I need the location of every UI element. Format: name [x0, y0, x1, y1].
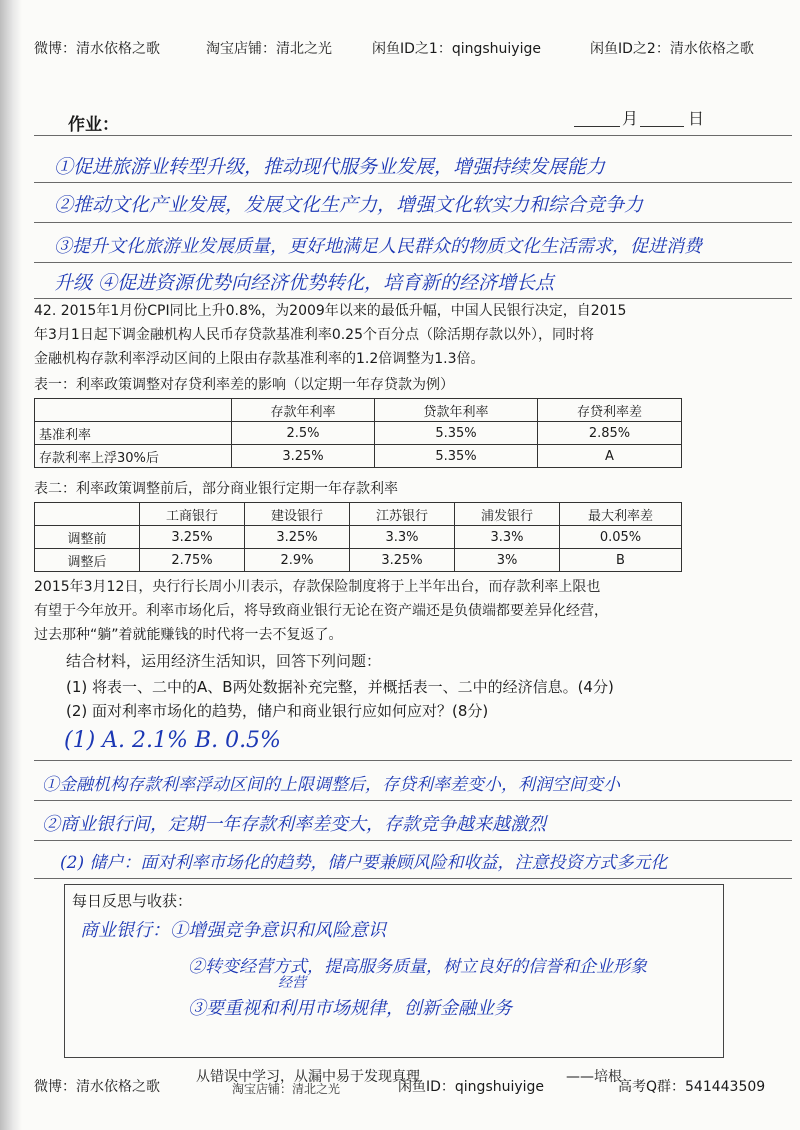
table-header: 存款年利率: [232, 399, 375, 422]
handwritten-line-1: ①促进旅游业转型升级，推动现代服务业发展，增强持续发展能力: [54, 156, 606, 178]
table-cell: 0.05%: [560, 526, 682, 549]
rule-line: [34, 800, 792, 801]
paragraph-line-1: 2015年3月12日，央行行长周小川表示，存款保险制度将于上半年出台，而存款利率上限也: [34, 579, 601, 595]
table-cell: 3.25%: [140, 526, 245, 549]
footer-taobao: 淘宝店铺：清北之光: [232, 1082, 341, 1096]
table-cell: 3%: [455, 549, 560, 572]
table-cell: 2.85%: [538, 422, 682, 445]
paragraph-line-3: 过去那种“躺”着就能赚钱的时代将一去不复返了。: [34, 627, 343, 643]
rule-line: [34, 262, 792, 263]
rule-line: [34, 222, 792, 223]
footer-signoff: ——培根: [566, 1069, 622, 1085]
table-cell: 3.25%: [232, 445, 375, 468]
answer-line-2: ①金融机构存款利率浮动区间的上限调整后，存贷利率差变小，利润空间变小: [42, 775, 620, 795]
table-header: 最大利率差: [560, 503, 682, 526]
date-day-label: 日: [688, 109, 705, 128]
reflection-title: 每日反思与收获：: [72, 892, 193, 910]
reflection-line-3: ③要重视和利用市场规律，创新金融业务: [188, 998, 512, 1019]
header-weibo: 微博：清水依格之歌: [34, 41, 160, 57]
table-cell: 3.25%: [245, 526, 350, 549]
table-row: [35, 445, 682, 468]
rule-line: [34, 878, 792, 879]
table-cell: B: [560, 549, 682, 572]
table-row: [35, 422, 682, 445]
table-cell: 3.3%: [350, 526, 455, 549]
table-header: 江苏银行: [350, 503, 455, 526]
footer-weibo: 微博：清水依格之歌: [34, 1079, 160, 1095]
table-cell: 存款利率上浮30%后: [35, 445, 232, 468]
rule-line: [34, 135, 792, 136]
reflection-line-1: 商业银行：①增强竞争意识和风险意识: [80, 920, 386, 941]
table-header: 浦发银行: [455, 503, 560, 526]
homework-label: 作业：: [68, 115, 119, 135]
instruction: 结合材料，运用经济生活知识，回答下列问题：: [66, 652, 382, 670]
header-xianyu-2: 闲鱼ID之2：清水依格之歌: [590, 41, 754, 57]
table-cell: [35, 503, 140, 526]
table-cell: 2.9%: [245, 549, 350, 572]
answer-line-1: (1) A. 2.1% B. 0.5%: [64, 728, 281, 753]
answer-line-3: ②商业银行间，定期一年存款利率差变大，存款竞争越来越激烈: [42, 814, 546, 835]
table1: [34, 398, 682, 468]
reflection-inserted-word: 经营: [278, 975, 306, 991]
header-taobao: 淘宝店铺：清北之光: [206, 41, 332, 57]
table-row: [35, 503, 682, 526]
table-row: [35, 399, 682, 422]
header-xianyu-1: 闲鱼ID之1：qingshuiyige: [372, 41, 541, 57]
rule-line: [34, 760, 792, 761]
handwritten-line-4: 升级 ④促进资源优势向经济优势转化，培育新的经济增长点: [54, 272, 555, 294]
footer-motto: 从错误中学习，从漏中易于发现真理: [196, 1069, 420, 1085]
table-cell: A: [538, 445, 682, 468]
date-month-blank: [574, 126, 620, 127]
binding-shadow: [0, 0, 22, 1130]
rule-line: [34, 840, 792, 841]
table-cell: 5.35%: [375, 445, 538, 468]
question-line-1: 42. 2015年1月份CPI同比上升0.8%，为2009年以来的最低升幅，中国人民银行决定，自2015: [34, 303, 627, 319]
table1-title: 表一：利率政策调整对存贷利率差的影响（以定期一年存贷款为例）: [34, 377, 454, 393]
table-row: [35, 549, 682, 572]
table-cell: [35, 399, 232, 422]
table-header: 存贷利率差: [538, 399, 682, 422]
table-cell: 调整前: [35, 526, 140, 549]
table2-title: 表二：利率政策调整前后，部分商业银行定期一年存款利率: [34, 481, 398, 497]
date-month-label: 月: [622, 109, 639, 128]
table-cell: 2.5%: [232, 422, 375, 445]
table2: [34, 502, 682, 572]
table-cell: 5.35%: [375, 422, 538, 445]
reflection-line-2: ②转变经营方式，提高服务质量，树立良好的信誉和企业形象: [188, 957, 647, 977]
rule-line: [34, 298, 792, 299]
table-header: 工商银行: [140, 503, 245, 526]
paragraph-line-2: 有望于今年放开。利率市场化后，将导致商业银行无论在资产端还是负债端都要差异化经营，: [34, 603, 608, 619]
rule-line: [34, 182, 792, 183]
table-header: 贷款年利率: [375, 399, 538, 422]
question-line-2: 年3月1日起下调金融机构人民币存贷款基准利率0.25个百分点（除活期存款以外），同时将: [34, 327, 594, 343]
date-day-blank: [640, 126, 684, 127]
table-cell: 调整后: [35, 549, 140, 572]
table-header: 建设银行: [245, 503, 350, 526]
question-line-3: 金融机构存款利率浮动区间的上限由存款基准利率的1.2倍调整为1.3倍。: [34, 351, 485, 367]
table-row: [35, 526, 682, 549]
answer-line-4: (2) 储户：面对利率市场化的趋势，储户要兼顾风险和收益，注意投资方式多元化: [60, 853, 668, 873]
table-cell: 基准利率: [35, 422, 232, 445]
table-cell: 2.75%: [140, 549, 245, 572]
table-cell: 3.3%: [455, 526, 560, 549]
subquestion-1: (1) 将表一、二中的A、B两处数据补充完整，并概括表一、二中的经济信息。(4分): [66, 678, 614, 696]
handwritten-line-2: ②推动文化产业发展，发展文化生产力，增强文化软实力和综合竞争力: [54, 194, 644, 216]
footer-xianyu: 闲鱼ID：qingshuiyige: [398, 1079, 545, 1095]
handwritten-line-3: ③提升文化旅游业发展质量，更好地满足人民群众的物质文化生活需求，促进消费: [54, 236, 702, 257]
table-cell: 3.25%: [350, 549, 455, 572]
subquestion-2: (2) 面对利率市场化的趋势，储户和商业银行应如何应对？(8分): [66, 702, 489, 720]
footer-qq: 高考Q群：541443509: [618, 1079, 766, 1095]
